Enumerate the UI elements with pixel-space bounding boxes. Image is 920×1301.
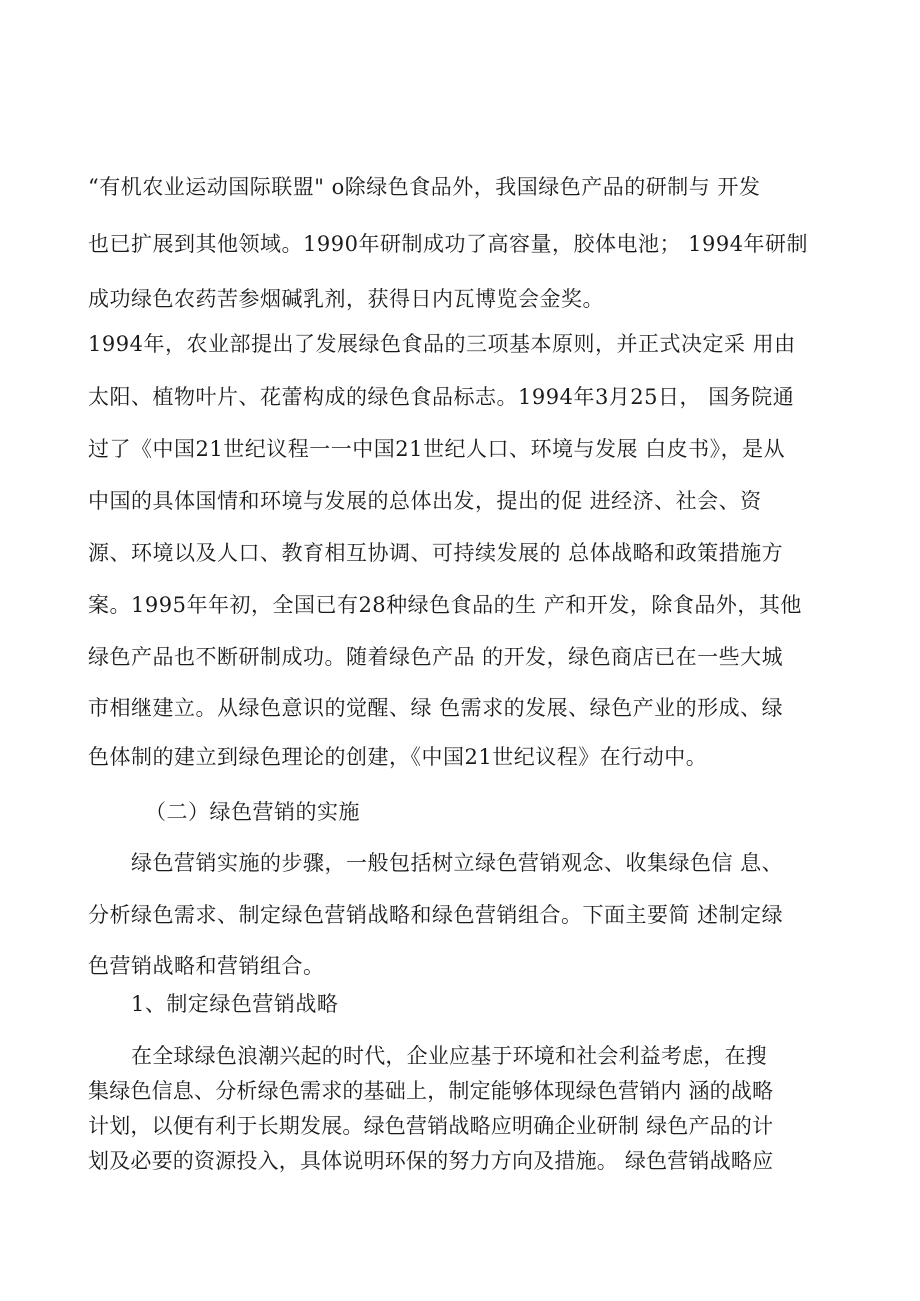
- text-line: 绿色营销实施的步骤，一般包括树立绿色营销观念、收集绿色信 息、: [131, 851, 784, 875]
- subsection-heading: 1、制定绿色营销战略: [131, 992, 339, 1016]
- text-line: 中国的具体国情和环境与发展的总体出发，提出的促 进经济、社会、资: [88, 489, 762, 513]
- text-line: 成功绿色农药苦参烟碱乳剂，获得日内瓦博览会金奖。: [88, 287, 604, 311]
- text-line: 色营销战略和营销组合。: [88, 954, 325, 978]
- text-line: 色体制的建立到绿色理论的创建，《中国21世纪议程》在行动中。: [88, 745, 708, 769]
- text-line: 市相继建立。从绿色意识的觉醒、绿 色需求的发展、绿色产业的形成、绿: [88, 696, 784, 720]
- text-line: 太阳、植物叶片、花蕾构成的绿色食品标志。1994年3月25日， 国务院通: [88, 385, 795, 409]
- text-line: 也已扩展到其他领域。1990年研制成功了高容量，胶体电池； 1994年研制: [88, 232, 809, 256]
- text-line: 绿色产品也不断研制成功。随着绿色产品 的开发，绿色商店已在一些大城: [88, 645, 784, 669]
- text-line: 源、环境以及人口、教育相互协调、可持续发展的 总体战略和政策措施方: [88, 541, 784, 565]
- text-line: 案。1995年年初，全国已有28种绿色食品的生 产和开发，除食品外，其他: [88, 593, 802, 617]
- text-line: 划及必要的资源投入，具体说明环保的努力方向及措施。 绿色营销战略应: [88, 1149, 774, 1173]
- text-line: 计划，以便有利于长期发展。绿色营销战略应明确企业研制 绿色产品的计: [88, 1114, 774, 1138]
- text-line: 1994年，农业部提出了发展绿色食品的三项基本原则，并正式决定采 用由: [88, 332, 796, 356]
- text-line: 分析绿色需求、制定绿色营销战略和绿色营销组合。下面主要简 述制定绿: [88, 903, 784, 927]
- text-line: 在全球绿色浪潮兴起的时代，企业应基于环境和社会利益考虑，在搜: [131, 1044, 767, 1068]
- text-line: 过了《中国21世纪议程一一中国21世纪人口、环境与发展 白皮书》，是从: [88, 437, 786, 461]
- text-line: “有机农业运动国际联盟" o除绿色食品外，我国绿色产品的研制与 开发: [88, 175, 761, 199]
- section-heading: （二）绿色营销的实施: [145, 800, 360, 824]
- text-line: 集绿色信息、分析绿色需求的基础上，制定能够体现绿色营销内 涵的战略: [88, 1079, 774, 1103]
